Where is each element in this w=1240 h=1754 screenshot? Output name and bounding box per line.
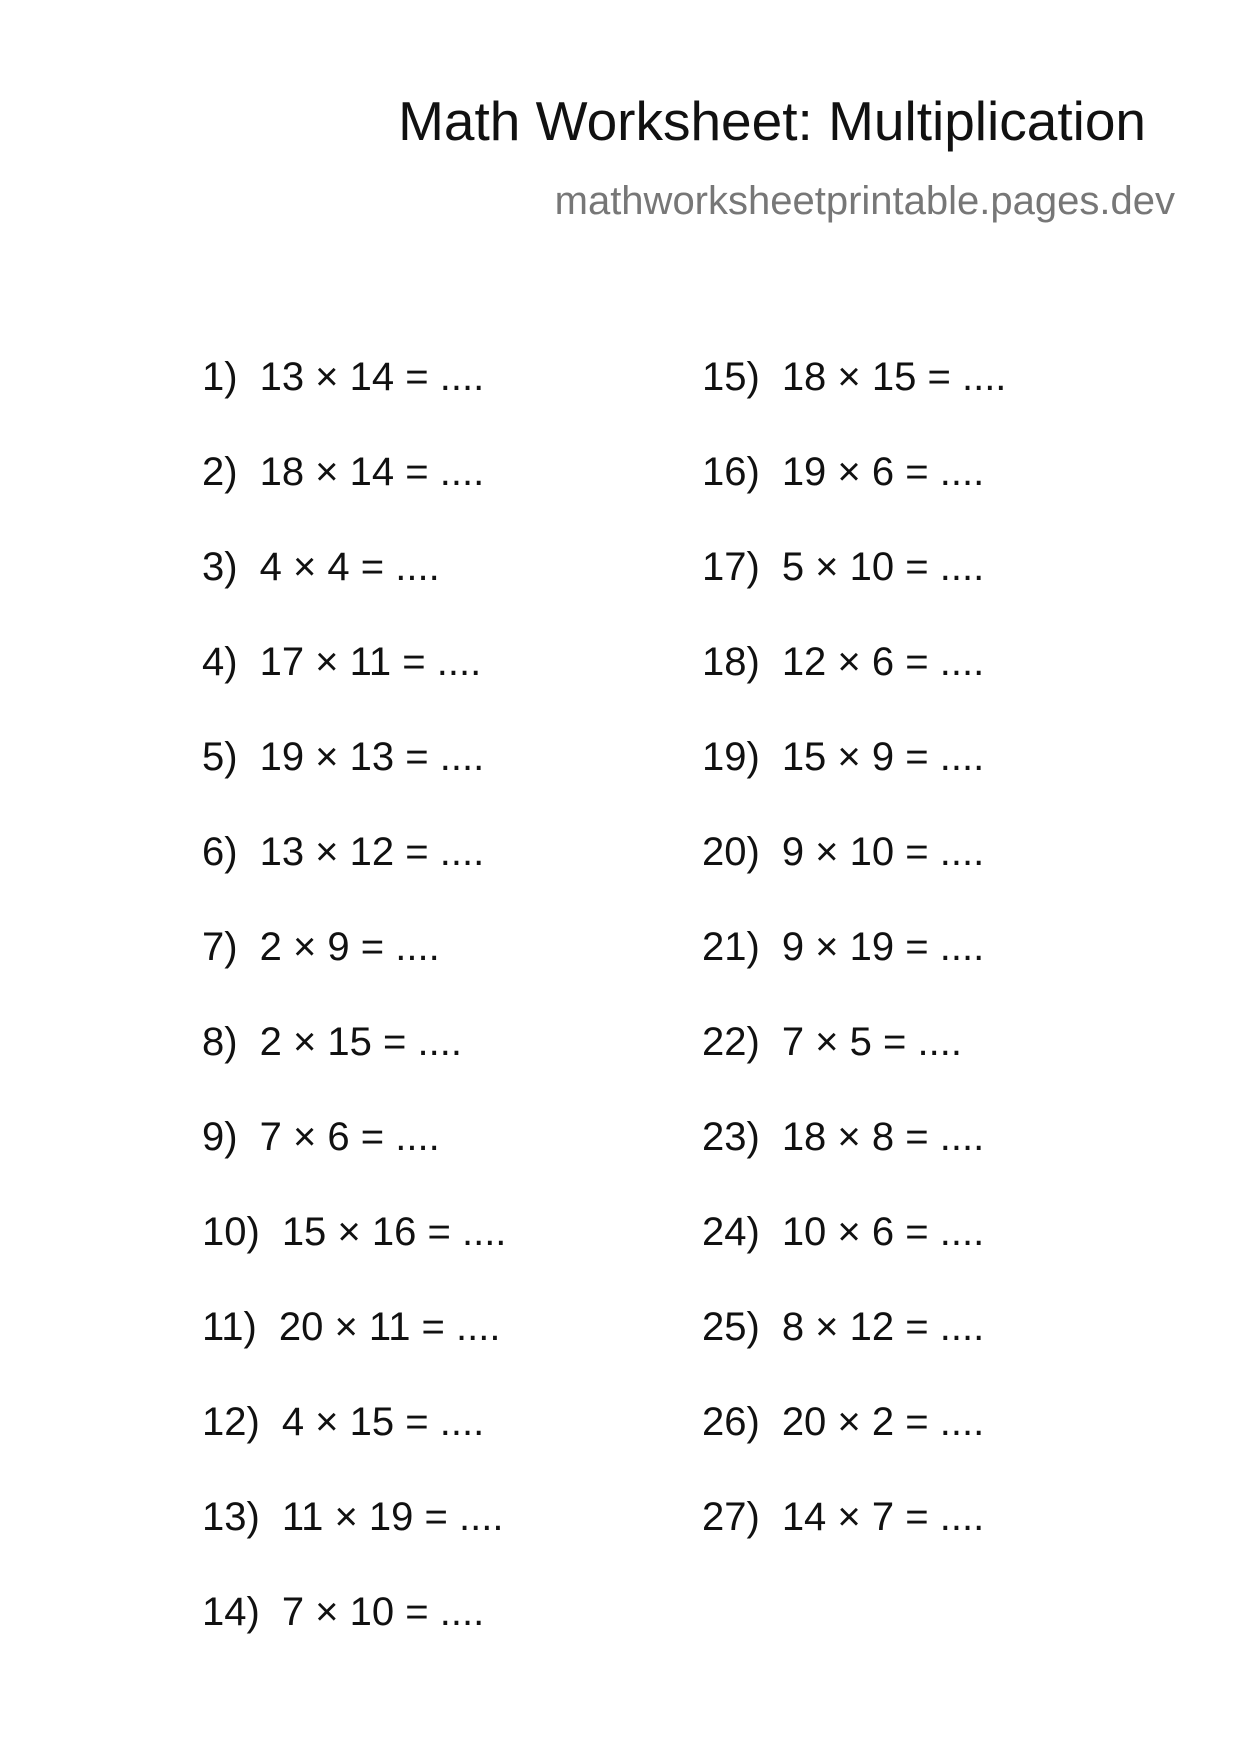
problem-item — [702, 452, 984, 492]
problem-item — [202, 1022, 462, 1062]
problem-item — [702, 1022, 962, 1062]
problem-number: 8) — [202, 1020, 238, 1064]
problem-item — [202, 1212, 506, 1252]
problem-number: 20) — [702, 830, 760, 874]
problem-item — [702, 357, 1006, 397]
problem-equation: 10 × 6 = .... — [781, 1210, 985, 1254]
problem-number: 9) — [202, 1115, 238, 1159]
worksheet-title: Math Worksheet: Multiplication — [398, 90, 1146, 152]
problem-item — [702, 1307, 984, 1347]
problem-number: 7) — [202, 925, 238, 969]
problem-equation: 5 × 10 = .... — [781, 545, 985, 589]
problem-item — [202, 642, 481, 682]
problem-item — [202, 1307, 500, 1347]
problem-equation: 19 × 13 = .... — [259, 735, 485, 779]
problem-number: 17) — [702, 545, 760, 589]
problem-number: 14) — [202, 1590, 260, 1634]
problem-number: 11) — [202, 1305, 257, 1349]
problem-number: 10) — [202, 1210, 260, 1254]
problem-equation: 20 × 11 = .... — [278, 1305, 501, 1349]
problem-equation: 12 × 6 = .... — [781, 640, 985, 684]
problem-equation: 4 × 4 = .... — [259, 545, 440, 589]
problem-number: 16) — [702, 450, 760, 494]
website-url: mathworksheetprintable.pages.dev — [554, 179, 1175, 223]
problem-number: 23) — [702, 1115, 760, 1159]
problem-number: 15) — [702, 355, 760, 399]
problem-equation: 20 × 2 = .... — [781, 1400, 985, 1444]
problem-item — [202, 1497, 503, 1537]
problem-number: 27) — [702, 1495, 760, 1539]
problem-number: 13) — [202, 1495, 260, 1539]
problem-number: 2) — [202, 450, 238, 494]
problem-equation: 18 × 8 = .... — [781, 1115, 985, 1159]
problem-item — [202, 737, 484, 777]
problem-equation: 17 × 11 = .... — [259, 640, 482, 684]
problem-item — [202, 1402, 484, 1442]
problem-item — [702, 1212, 984, 1252]
problem-equation: 4 × 15 = .... — [281, 1400, 485, 1444]
problem-item — [202, 1592, 484, 1632]
problem-number: 25) — [702, 1305, 760, 1349]
problem-item — [702, 547, 984, 587]
problem-equation: 15 × 9 = .... — [781, 735, 985, 779]
problem-item — [202, 452, 484, 492]
problem-number: 4) — [202, 640, 238, 684]
problem-item — [202, 547, 440, 587]
problem-equation: 18 × 15 = .... — [781, 355, 1007, 399]
problem-item — [202, 357, 484, 397]
problem-equation: 7 × 5 = .... — [781, 1020, 962, 1064]
problem-item — [702, 737, 984, 777]
problem-number: 24) — [702, 1210, 760, 1254]
problem-equation: 14 × 7 = .... — [781, 1495, 985, 1539]
problem-equation: 13 × 14 = .... — [259, 355, 485, 399]
problem-equation: 18 × 14 = .... — [259, 450, 485, 494]
problem-number: 3) — [202, 545, 238, 589]
problem-equation: 9 × 19 = .... — [781, 925, 985, 969]
problem-item — [702, 1402, 984, 1442]
problem-equation: 7 × 10 = .... — [281, 1590, 485, 1634]
problem-equation: 11 × 19 = .... — [281, 1495, 504, 1539]
problem-equation: 2 × 15 = .... — [259, 1020, 462, 1064]
problem-item — [702, 642, 984, 682]
problem-item — [202, 1117, 440, 1157]
problem-equation: 19 × 6 = .... — [781, 450, 985, 494]
problem-number: 18) — [702, 640, 760, 684]
problem-equation: 7 × 6 = .... — [259, 1115, 440, 1159]
problem-item — [702, 927, 984, 967]
problem-number: 6) — [202, 830, 238, 874]
problem-equation: 2 × 9 = .... — [259, 925, 440, 969]
problem-number: 1) — [202, 355, 238, 399]
problem-equation: 13 × 12 = .... — [259, 830, 485, 874]
problem-item — [702, 1117, 984, 1157]
problem-number: 5) — [202, 735, 238, 779]
problem-item — [702, 832, 984, 872]
problem-equation: 15 × 16 = .... — [281, 1210, 507, 1254]
problem-item — [702, 1497, 984, 1537]
problem-item — [202, 927, 440, 967]
problem-equation: 9 × 10 = .... — [781, 830, 985, 874]
problem-number: 21) — [702, 925, 760, 969]
problem-number: 19) — [702, 735, 760, 779]
problem-item — [202, 832, 484, 872]
problem-number: 26) — [702, 1400, 760, 1444]
problem-number: 12) — [202, 1400, 260, 1444]
problem-equation: 8 × 12 = .... — [781, 1305, 985, 1349]
problem-number: 22) — [702, 1020, 760, 1064]
